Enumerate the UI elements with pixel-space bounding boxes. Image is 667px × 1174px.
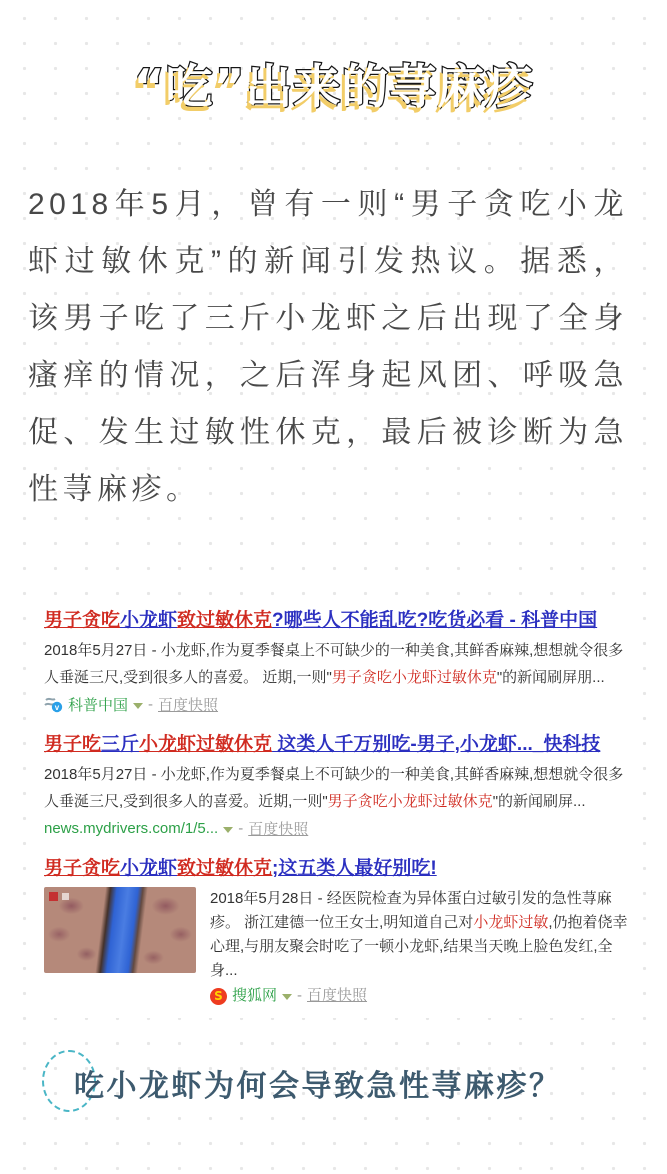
text-segment[interactable]: 男子贪吃 — [44, 858, 121, 879]
separator-dash: - — [238, 820, 244, 837]
page-title: “吃”出来的荨麻疹 — [133, 60, 534, 115]
search-result — [44, 732, 632, 839]
text-segment: 小龙虾过敏 — [473, 914, 549, 931]
search-result — [44, 856, 632, 1008]
result-url[interactable]: news.mydrivers.com/1/5... — [44, 820, 219, 837]
baidu-cache-link[interactable]: 百度快照 — [158, 697, 219, 714]
text-segment[interactable]: 小龙虾 — [120, 858, 178, 879]
text-segment[interactable]: 这类人千万别吃-男子,小龙虾..._快科技 — [272, 734, 601, 755]
result-snippet — [210, 887, 632, 983]
text-segment[interactable]: 男子贪吃 — [44, 610, 121, 631]
text-segment: 男子贪吃小龙虾过敏休克 — [331, 669, 497, 686]
result-title-link[interactable] — [44, 732, 632, 757]
chevron-down-icon[interactable] — [133, 703, 143, 709]
source-site-name[interactable]: 搜狐网 — [232, 987, 278, 1004]
baidu-results-screenshot — [40, 600, 632, 1018]
result-title-link[interactable] — [44, 608, 632, 633]
result-title-link[interactable] — [44, 856, 632, 881]
svg-text:v: v — [54, 703, 60, 712]
separator-dash: - — [297, 987, 303, 1004]
text-segment[interactable]: 小龙虾过敏休克 — [139, 734, 273, 755]
result-source-line — [210, 984, 632, 1008]
text-segment[interactable]: 致过敏休克 — [177, 858, 273, 879]
source-site-name[interactable]: 科普中国 — [68, 697, 129, 714]
intro-paragraph: 2018年5月，曾有一则“男子贪吃小龙虾过敏休克”的新闻引发热议。据悉，该男子吃了三斤小龙虾之后出现了全身瘙痒的情况，之后浑身起风团、呼吸急促、发生过敏性休克，最后被诊断为急性荨麻疹。 — [28, 188, 628, 506]
text-segment[interactable]: 致过敏休克 — [177, 610, 273, 631]
text-segment: 2018年5月27日 - 小龙虾,作为夏季餐桌上不可缺少的一种美食,其鲜香麻辣,想想就令很多人垂涎三尺,受到很多人的喜爱。近期,一则" — [44, 766, 624, 810]
text-segment: 2018年5月28日 - 经医院检查为异体蛋白过敏引发的急性荨麻疹。 浙江建德一位王女士,明知道自己对 — [210, 890, 612, 931]
text-segment: "的新闻刷屏朋... — [496, 669, 605, 686]
chevron-down-icon[interactable] — [223, 827, 233, 833]
sohu-logo-icon: S — [210, 988, 227, 1005]
text-segment: ,仍抱着侥幸心理,与朋友聚会时吃了一顿小龙虾,结果当天晚上脸色发红,全身... — [210, 914, 628, 979]
text-segment[interactable]: ;这五类人最好别吃! — [272, 858, 437, 879]
chevron-down-icon[interactable] — [282, 994, 292, 1000]
text-segment[interactable]: ?哪些人不能乱吃?吃货必看 - 科普中国 — [272, 610, 598, 631]
kepu-china-logo-icon — [44, 696, 63, 713]
search-result — [44, 608, 632, 715]
text-segment[interactable]: 三斤 — [101, 734, 140, 755]
text-segment: "的新闻刷屏... — [492, 793, 586, 810]
result-source-line — [44, 818, 632, 839]
text-segment[interactable]: 男子吃 — [44, 734, 102, 755]
text-segment: 男子贪吃小龙虾过敏休克 — [327, 793, 493, 810]
text-segment[interactable]: 小龙虾 — [120, 610, 178, 631]
result-snippet — [44, 637, 632, 691]
baidu-cache-link[interactable]: 百度快照 — [307, 987, 368, 1004]
result-thumbnail-rash-photo[interactable] — [44, 887, 196, 973]
result-snippet — [44, 761, 632, 815]
result-source-line — [44, 694, 632, 715]
separator-dash: - — [148, 696, 154, 713]
text-segment: 2018年5月27日 - 小龙虾,作为夏季餐桌上不可缺少的一种美食,其鲜香麻辣,想想就令很多人垂涎三尺,受到很多人的喜爱。 近期,一则" — [44, 642, 624, 686]
question-heading: 吃小龙虾为何会导致急性荨麻疹？ — [74, 1070, 562, 1103]
baidu-cache-link[interactable]: 百度快照 — [248, 821, 309, 838]
thumbnail-watermark — [49, 892, 58, 901]
